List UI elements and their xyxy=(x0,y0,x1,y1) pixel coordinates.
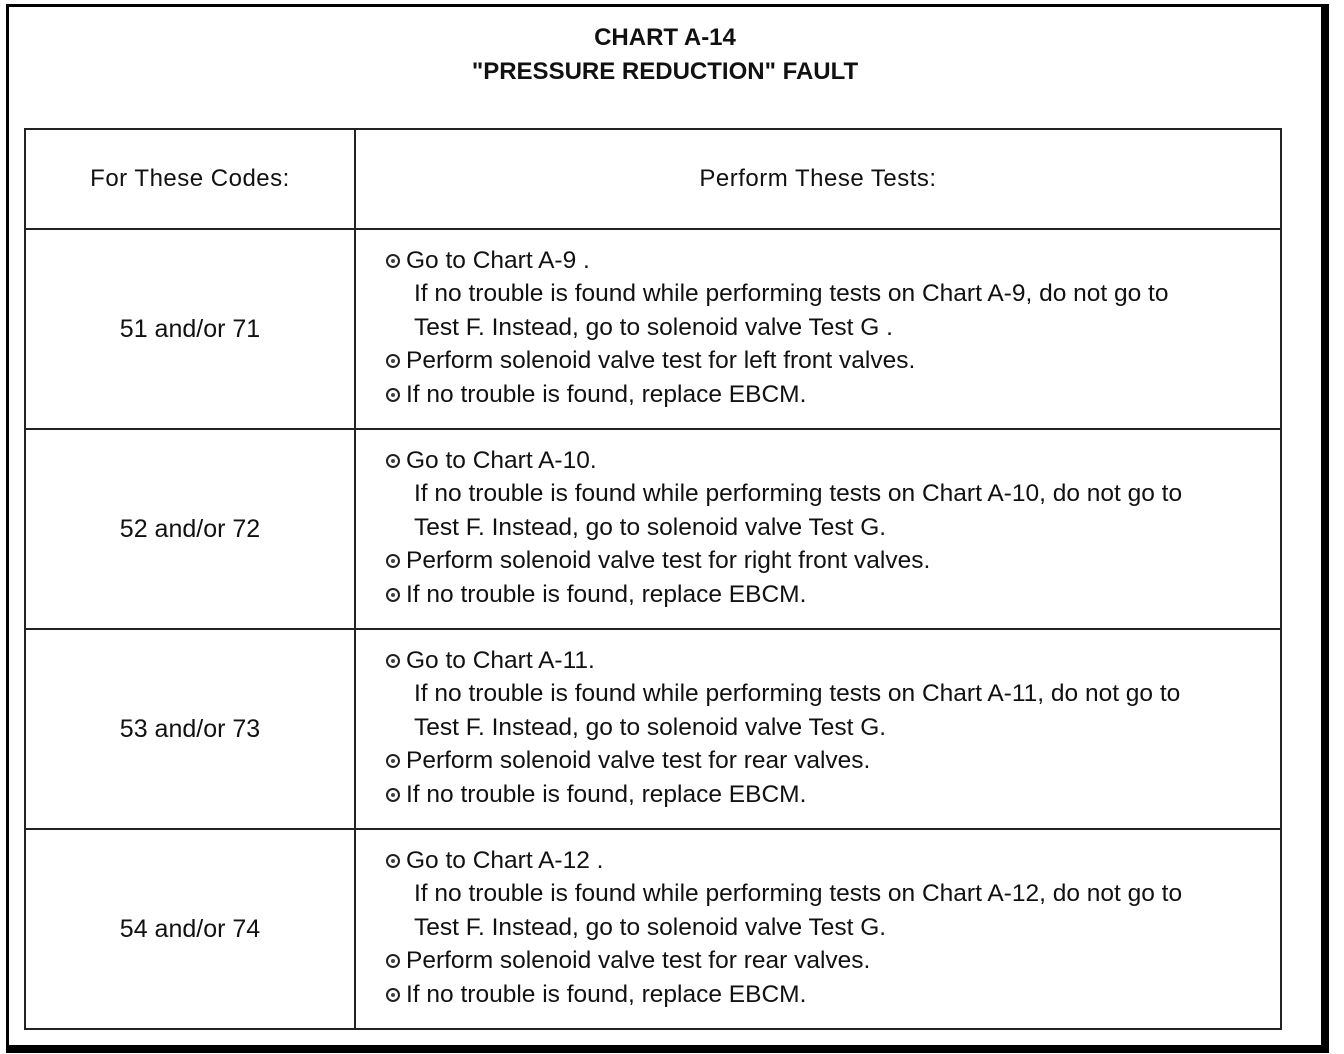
replace-text: If no trouble is found, replace EBCM. xyxy=(406,780,807,808)
test-note xyxy=(386,277,1260,310)
test-note xyxy=(386,911,1260,944)
test-step xyxy=(386,744,1260,777)
header-row xyxy=(25,129,1281,229)
bullet-icon xyxy=(386,854,400,868)
test-step xyxy=(386,578,1260,611)
table-row xyxy=(25,829,1281,1029)
diagnostic-table xyxy=(24,128,1282,1030)
tests-cell xyxy=(355,829,1281,1029)
note-line-2: Test F. Instead, go to solenoid valve Test G . xyxy=(414,313,893,341)
bullet-icon xyxy=(386,588,400,602)
test-note xyxy=(386,877,1260,910)
go-to-chart-text: Go to Chart A-12 . xyxy=(406,847,604,874)
perform-test-text: Perform solenoid valve test for rear valves. xyxy=(406,747,871,775)
replace-text: If no trouble is found, replace EBCM. xyxy=(406,380,807,408)
chart-number: CHART A-14 xyxy=(594,24,736,51)
table-row xyxy=(25,229,1281,429)
codes-cell: 51 and/or 71 xyxy=(25,229,355,429)
chart-subtitle: "PRESSURE REDUCTION" FAULT xyxy=(471,58,859,85)
perform-test-text: Perform solenoid valve test for rear valves. xyxy=(406,947,871,975)
note-line-1: If no trouble is found while performing tests on Chart A-12, do not go to xyxy=(414,880,1183,908)
test-step xyxy=(386,378,1260,411)
note-line-2: Test F. Instead, go to solenoid valve Test G. xyxy=(414,713,887,741)
tests-cell xyxy=(355,229,1281,429)
test-note xyxy=(386,711,1260,744)
bullet-icon xyxy=(386,754,400,768)
header-codes: For These Codes: xyxy=(25,129,355,229)
table-row xyxy=(25,629,1281,829)
test-step xyxy=(386,944,1260,977)
test-step xyxy=(386,344,1260,377)
codes-cell: 54 and/or 74 xyxy=(25,829,355,1029)
go-to-chart-text: Go to Chart A-9 . xyxy=(406,247,590,274)
note-line-2: Test F. Instead, go to solenoid valve Test G. xyxy=(414,513,887,541)
replace-text: If no trouble is found, replace EBCM. xyxy=(406,580,807,608)
perform-test-text: Perform solenoid valve test for right front valves. xyxy=(406,547,931,575)
bullet-icon xyxy=(386,654,400,668)
test-step xyxy=(386,444,1260,477)
chart-frame xyxy=(6,4,1329,1053)
tests-cell xyxy=(355,429,1281,629)
note-line-2: Test F. Instead, go to solenoid valve Test G. xyxy=(414,913,887,941)
header-tests: Perform These Tests: xyxy=(355,129,1281,229)
bullet-icon xyxy=(386,988,400,1002)
go-to-chart-text: Go to Chart A-10. xyxy=(406,447,597,474)
bullet-icon xyxy=(386,454,400,468)
test-note xyxy=(386,677,1260,710)
note-line-1: If no trouble is found while performing tests on Chart A-10, do not go to xyxy=(414,480,1183,508)
bullet-icon xyxy=(386,254,400,268)
tests-cell xyxy=(355,629,1281,829)
chart-title xyxy=(9,21,1321,89)
bullet-icon xyxy=(386,388,400,402)
test-step xyxy=(386,644,1260,677)
test-note xyxy=(386,511,1260,544)
codes-cell: 52 and/or 72 xyxy=(25,429,355,629)
test-note xyxy=(386,311,1260,344)
note-line-1: If no trouble is found while performing tests on Chart A-9, do not go to xyxy=(414,280,1169,308)
go-to-chart-text: Go to Chart A-11. xyxy=(406,647,595,674)
note-line-1: If no trouble is found while performing tests on Chart A-11, do not go to xyxy=(414,680,1181,708)
test-step xyxy=(386,544,1260,577)
table-row xyxy=(25,429,1281,629)
codes-cell: 53 and/or 73 xyxy=(25,629,355,829)
bullet-icon xyxy=(386,354,400,368)
test-step xyxy=(386,844,1260,877)
test-step xyxy=(386,244,1260,277)
test-step xyxy=(386,978,1260,1011)
replace-text: If no trouble is found, replace EBCM. xyxy=(406,980,807,1008)
bullet-icon xyxy=(386,554,400,568)
bullet-icon xyxy=(386,954,400,968)
perform-test-text: Perform solenoid valve test for left front valves. xyxy=(406,347,916,375)
test-note xyxy=(386,477,1260,510)
test-step xyxy=(386,778,1260,811)
bullet-icon xyxy=(386,788,400,802)
